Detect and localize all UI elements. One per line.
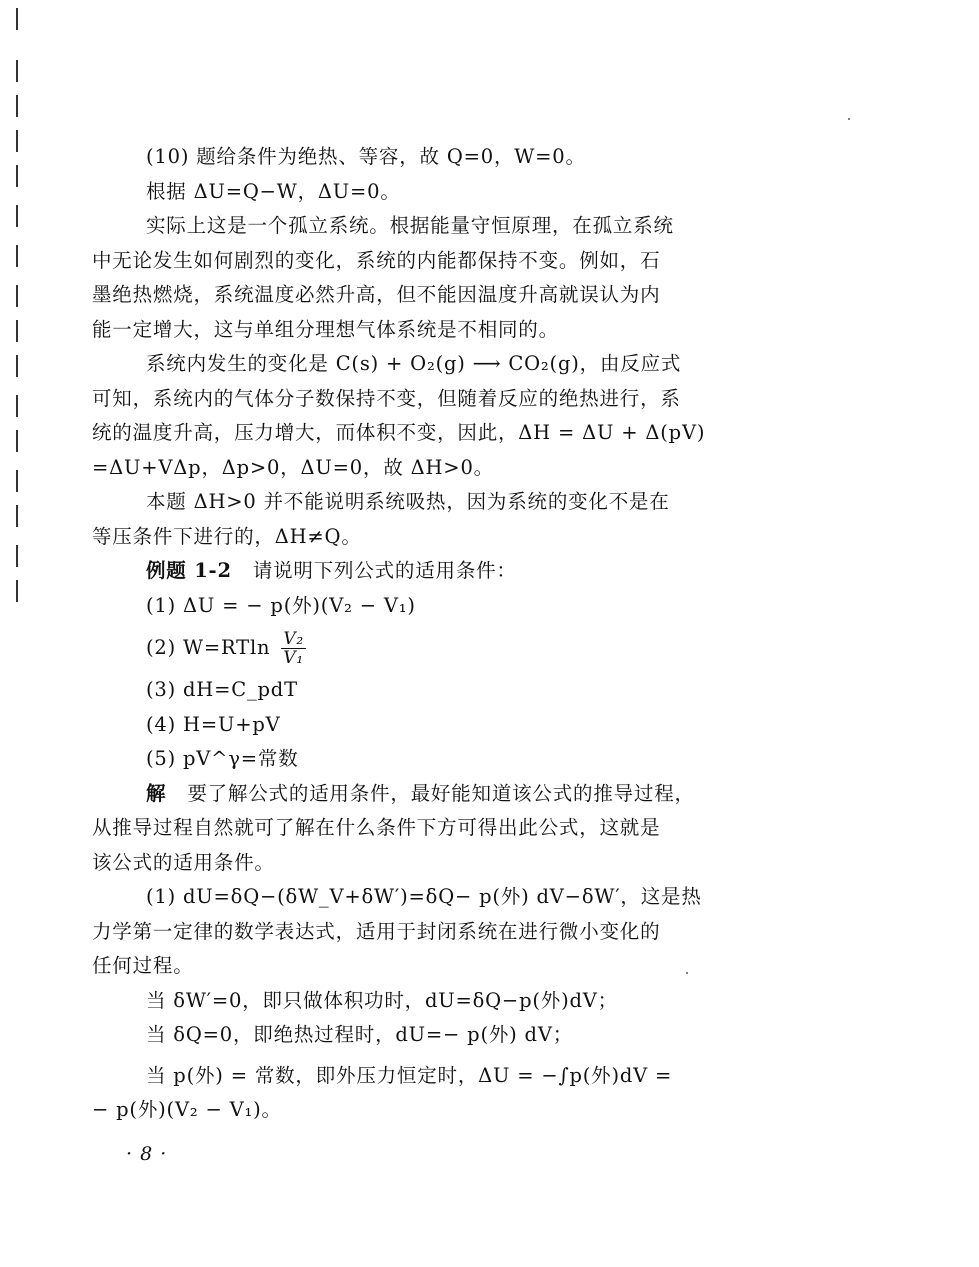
paragraph-line: =ΔU+VΔp，Δp>0，ΔU=0，故 ΔH>0。 [92,455,494,479]
paragraph-line: 实际上这是一个孤立系统。根据能量守恒原理，在孤立系统 [146,214,674,237]
binding-mark [16,355,18,377]
solution-first-line [92,777,832,812]
binding-mark [16,395,18,417]
solution-line: 任何过程。 [92,954,194,977]
solution-line: 当 p(外) = 常数，即外压力恒定时，ΔU = −∫p(外)dV = [146,1063,673,1087]
paragraph-line: 等压条件下进行的，ΔH≠Q。 [92,524,362,548]
binding-mark [16,205,18,227]
page-number: · 8 · [126,1143,168,1165]
fraction [281,630,306,667]
example-heading [92,554,832,589]
solution-line: 当 δQ=0，即绝热过程时，dU=− p(外) dV； [146,1023,574,1046]
binding-mark [16,320,18,342]
solution-line: − p(外)(V₂ − V₁)。 [92,1098,282,1121]
paragraph-line: 墨绝热燃烧，系统温度必然升高，但不能因温度升高就误认为内 [92,283,661,306]
paragraph-line: 本题 ΔH>0 并不能说明系统吸热，因为系统的变化不是在 [146,490,670,513]
formula-2-prefix: (2) W=RTln [146,636,271,659]
solution-line: 该公式的适用条件。 [92,850,275,874]
binding-mark [16,505,18,527]
binding-mark [16,545,18,567]
example-text: 请说明下列公式的适用条件： [252,559,517,582]
binding-mark [16,470,18,492]
binding-mark [16,165,18,187]
formula-3: (3) dH=C_pdT [146,678,298,701]
formula-4: (4) H=U+pV [146,712,281,736]
binding-mark [16,285,18,307]
solution-line: 从推导过程自然就可了解在什么条件下方可得出此公式，这就是 [92,816,661,839]
binding-mark [16,8,18,30]
binding-mark [16,130,18,152]
paragraph-line: (10) 题给条件为绝热、等容，故 Q=0，W=0。 [146,145,586,168]
binding-mark [16,245,18,267]
paragraph-line: 系统内发生的变化是 C(s) + O₂(g) ⟶ CO₂(g)，由反应式 [146,352,682,375]
solution-line: 当 δW′=0，即只做体积功时，dU=δQ−p(外)dV； [146,988,618,1012]
formula-5: (5) pV^γ=常数 [146,747,299,770]
binding-mark [16,580,18,602]
paragraph-line: 统的温度升高，压力增大，而体积不变，因此，ΔH = ΔU + Δ(pV) [92,421,706,444]
fraction-numerator: V₂ [283,629,305,649]
page-body [92,140,832,1128]
formula-1: (1) ΔU = − p(外)(V₂ − V₁) [146,593,416,617]
binding-mark [16,430,18,452]
paragraph-line: 能一定增大，这与单组分理想气体系统是不相同的。 [92,317,559,341]
binding-mark [16,95,18,117]
solution-line: 力学第一定律的数学表达式，适用于封闭系统在进行微小变化的 [92,919,661,943]
scan-speck [848,118,850,120]
solution-text: 要了解公式的适用条件，最好能知道该公式的推导过程， [187,781,695,805]
example-label: 例题 1-2 [146,559,232,582]
paragraph-line: 根据 ΔU=Q−W，ΔU=0。 [146,179,401,203]
paragraph-line: 可知，系统内的气体分子数保持不变，但随着反应的绝热进行，系 [92,386,681,410]
binding-mark [16,60,18,82]
paragraph-line: 中无论发生如何剧烈的变化，系统的内能都保持不变。例如，石 [92,248,661,272]
fraction-denominator: V₁ [283,648,305,668]
solution-label: 解 [146,781,167,805]
solution-line: (1) dU=δQ−(δW_V+δW′)=δQ− p(外) dV−δW′，这是热 [146,885,702,908]
formula-2 [92,623,832,673]
